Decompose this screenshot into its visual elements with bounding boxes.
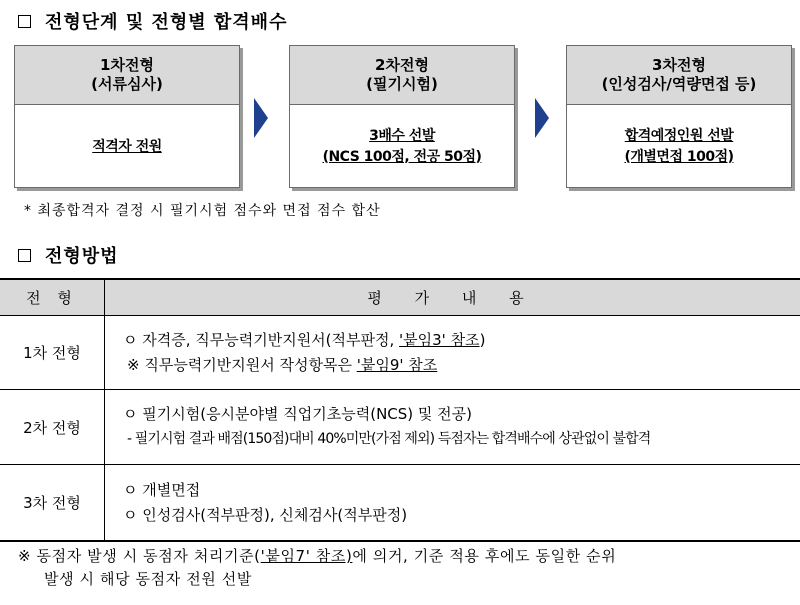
section-title-method-text: 전형방법 <box>45 246 119 267</box>
row-1-line2-text: ※ 직무능력기반지원서 작성항목은 <box>127 355 357 374</box>
stage-box-1-title: 1차전형 <box>100 56 154 74</box>
method-table <box>0 278 800 542</box>
section-title-stages <box>18 8 287 34</box>
checkbox-square-icon <box>18 249 31 262</box>
tie-note-line1 <box>18 545 616 568</box>
stage-box-3-subtitle: (인성검사/역량면접 등) <box>601 75 757 93</box>
stage-box-1-body-line1: 적격자 전원 <box>92 138 162 155</box>
stage-box-2 <box>289 45 515 188</box>
row-2-stage: 2차 전형 <box>0 390 105 465</box>
stage-box-1 <box>14 45 240 188</box>
stage-box-1-header <box>15 46 239 105</box>
row-1-line1 <box>123 328 800 353</box>
arrow-right-icon <box>535 98 549 138</box>
row-3-content <box>105 465 800 542</box>
score-note: * 최종합격자 결정 시 필기시험 점수와 면접 점수 합산 <box>24 203 381 219</box>
arrow-right-icon <box>254 98 268 138</box>
row-1-line1-ref: '붙임3' 참조 <box>399 330 480 349</box>
stage-box-2-title: 2차전형 <box>375 56 429 74</box>
header-content: 평 가 내 용 <box>105 279 800 316</box>
row-1-line2-ref: '붙임9' 참조 <box>356 355 438 374</box>
table-row <box>0 316 800 390</box>
row-2-line2: - 필기시험 결과 배점(150점)대비 40%미만(가점 제외) 득점자는 합격배수에 상관없이 불합격 <box>127 431 651 447</box>
stage-box-3-body <box>567 105 791 189</box>
stage-box-2-body <box>290 105 514 189</box>
stage-box-3 <box>566 45 792 188</box>
stage-box-3-title: 3차전형 <box>652 56 706 74</box>
header-stage: 전 형 <box>0 279 105 316</box>
row-1-line2 <box>123 353 800 378</box>
stage-box-3-body-line2: (개별면접 100점) <box>624 149 734 165</box>
stage-box-1-subtitle: (서류심사) <box>91 75 163 93</box>
row-3-line2: ㅇ 인성검사(적부판정), 신체검사(적부판정) <box>123 505 408 524</box>
tie-note-line2: 발생 시 해당 동점자 전원 선발 <box>44 570 252 588</box>
table-row <box>0 390 800 465</box>
stage-box-3-header <box>567 46 791 105</box>
tie-note-text-2: 에 의거, 기준 적용 후에도 동일한 순위 <box>352 547 617 565</box>
table-row <box>0 465 800 542</box>
row-2-content <box>105 390 800 465</box>
stage-box-2-header <box>290 46 514 105</box>
row-3-line1: ㅇ 개별면접 <box>123 480 201 499</box>
row-1-line1-close: ) <box>479 330 486 349</box>
row-3-stage: 3차 전형 <box>0 465 105 542</box>
row-2-line1: ㅇ 필기시험(응시분야별 직업기초능력(NCS) 및 전공) <box>123 405 473 423</box>
table-header-row <box>0 279 800 316</box>
checkbox-square-icon <box>18 15 31 28</box>
stage-box-1-body <box>15 105 239 189</box>
stage-box-3-body-line1: 합격예정인원 선발 <box>624 128 734 144</box>
stage-box-2-subtitle: (필기시험) <box>366 75 438 93</box>
stage-box-2-body-line1: 3배수 선발 <box>369 128 435 144</box>
tie-note <box>18 545 616 591</box>
row-1-stage: 1차 전형 <box>0 316 105 390</box>
section-title-method <box>18 242 119 268</box>
tie-note-ref: '붙임7' 참조) <box>260 547 353 565</box>
row-1-content <box>105 316 800 390</box>
row-1-line1-text: ㅇ 자격증, 직무능력기반지원서(적부판정, <box>123 330 400 349</box>
stage-box-2-body-line2: (NCS 100점, 전공 50점) <box>322 149 482 165</box>
section-title-stages-text: 전형단계 및 전형별 합격배수 <box>45 12 288 33</box>
tie-note-text: ※ 동점자 발생 시 동점자 처리기준( <box>18 547 261 565</box>
